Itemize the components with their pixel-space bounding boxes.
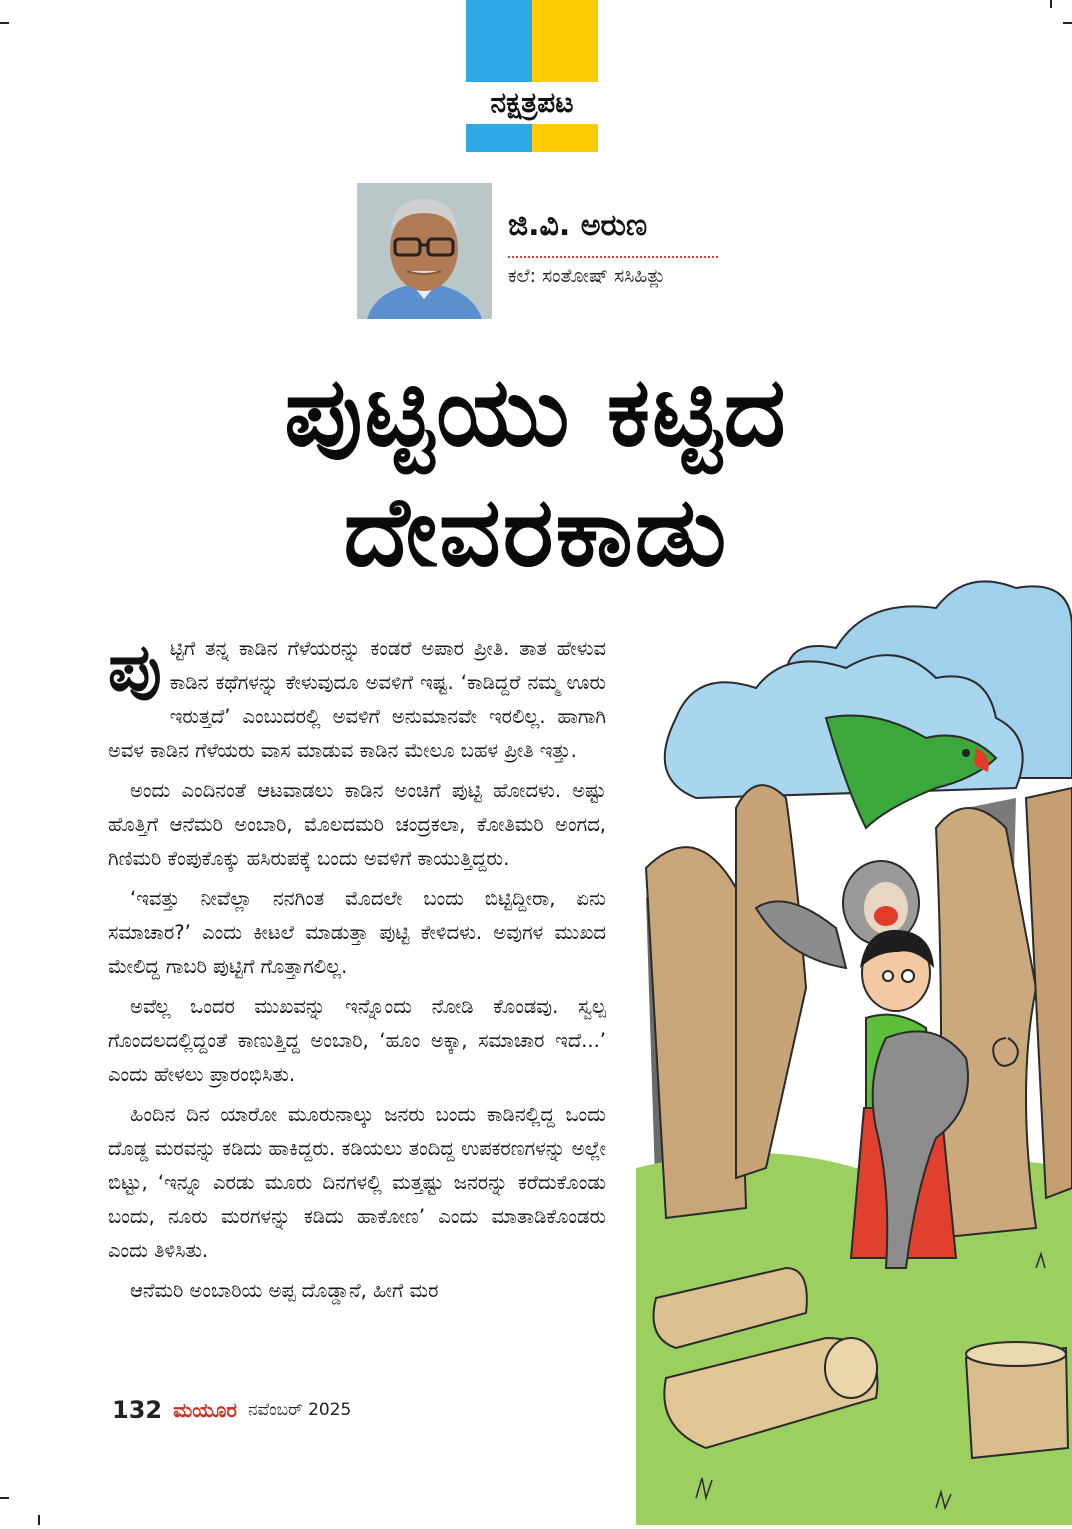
author-divider bbox=[508, 256, 718, 258]
magazine-logo: ಮಯೂರ bbox=[173, 1398, 237, 1422]
paragraph: ಹಿಂದಿನ ದಿನ ಯಾರೋ ಮೂರುನಾಲ್ಕು ಜನರು ಬಂದು ಕಾಡಿನಲ್ಲಿದ್ದ ಒಂದು ದೊಡ್ಡ ಮರವನ್ನು ಕಡಿದು ಹಾಕಿದ್ದರು. ಕಡಿಯಲು ತಂದಿದ್ದ ಉಪಕರಣಗಳನ್ನು ಅಲ್ಲೇ ಬಿಟ್ಟು, ‘ಇನ್ನೂ ಎರಡು ಮೂರು ದಿನಗಳಲ್ಲಿ ಮತ್ತಷ್ಟು ಜನರನ್ನು ಕರೆದುಕೊಂಡು ಬಂದು, ನೂರು ಮರಗಳನ್ನು ಕಡಿದು ಹಾಕೋಣ’ ಎಂದು ಮಾತಾಡಿಕೊಂಡರು ಎಂದು ತಿಳಿಸಿತು. bbox=[108, 1103, 606, 1262]
story-illustration bbox=[636, 568, 1072, 1525]
forest-scene-icon bbox=[636, 568, 1072, 1525]
art-credit: ಕಲೆ: ಸಂತೋಷ್ ಸಸಿಹಿತ್ಲು bbox=[508, 265, 666, 287]
badge-blue-block bbox=[466, 0, 532, 152]
crop-mark bbox=[0, 22, 9, 24]
paragraph-text: ಟ್ಟಿಗೆ ತನ್ನ ಕಾಡಿನ ಗೆಳೆಯರನ್ನು ಕಂಡರೆ ಅಪಾರ ಪ್ರೀತಿ. ತಾತ ಹೇಳುವ ಕಾಡಿನ ಕಥೆಗಳನ್ನು ಕೇಳುವುದೂ ಅವಳಿಗೆ ಇಷ್ಟ. ‘ಕಾಡಿದ್ದರೆ ನಮ್ಮ ಊರು ಇರುತ್ತದೆ’ ಎಂಬುದರಲ್ಲಿ ಅವಳಿಗೆ ಅನುಮಾನವೇ ಇರಲಿಲ್ಲ. ಹಾಗಾಗಿ ಅವಳ ಕಾಡಿನ ಗೆಳೆಯರು ವಾಸ ಮಾಡುವ ಕಾಡಿನ ಮೇಲೂ ಬಹಳ ಪ್ರೀತಿ ಇತ್ತು. bbox=[108, 637, 606, 762]
author-photo bbox=[357, 183, 492, 319]
author-name: ಜಿ.ವಿ. ಅರುಣ bbox=[508, 208, 648, 243]
section-label: ನಕ್ಷತ್ರಪಟ bbox=[466, 82, 598, 124]
article-body bbox=[108, 629, 606, 1314]
paragraph: ಅಂದು ಎಂದಿನಂತೆ ಆಟವಾಡಲು ಕಾಡಿನ ಅಂಚಿಗೆ ಪುಟ್ಟಿ ಹೋದಳು. ಅಷ್ಟು ಹೊತ್ತಿಗೆ ಆನೆಮರಿ ಅಂಬಾರಿ, ಮೊಲದಮರಿ ಚಂದ್ರಕಲಾ, ಕೋತಿಮರಿ ಅಂಗದ, ಗಿಣಿಮರಿ ಕೆಂಪುಕೊಕ್ಕು ಹಸಿರುಪಕ್ಕೆ ಬಂದು ಅವಳಿಗೆ ಕಾಯುತ್ತಿದ್ದರು. bbox=[108, 779, 606, 870]
paragraph: ಅವೆಲ್ಲ ಒಂದರ ಮುಖವನ್ನು ಇನ್ನೊಂದು ನೋಡಿ ಕೊಂಡವು. ಸ್ವಲ್ಪ ಗೊಂದಲದಲ್ಲಿದ್ದಂತೆ ಕಾಣುತ್ತಿದ್ದ ಅಂಬಾರಿ, ‘ಹೂಂ ಅಕ್ಕಾ, ಸಮಾಚಾರ ಇದೆ...’ ಎಂದು ಹೇಳಲು ಪ್ರಾರಂಭಿಸಿತು. bbox=[108, 995, 606, 1086]
crop-mark bbox=[0, 1497, 9, 1499]
title-line-1: ಪುಟ್ಟಿಯು ಕಟ್ಟಿದ bbox=[284, 356, 788, 468]
title-line-2: ದೇವರಕಾಡು bbox=[343, 476, 729, 588]
page-footer bbox=[112, 1396, 351, 1424]
author-portrait-icon bbox=[357, 183, 492, 319]
crop-mark bbox=[1050, 0, 1052, 8]
paragraph bbox=[108, 629, 606, 768]
article-title bbox=[150, 352, 922, 592]
paragraph: ‘ಇವತ್ತು ನೀವೆಲ್ಲಾ ನನಗಿಂತ ಮೊದಲೇ ಬಂದು ಬಿಟ್ಟಿದ್ದೀರಾ, ಏನು ಸಮಾಚಾರ?’ ಎಂದು ಕೀಟಲೆ ಮಾಡುತ್ತಾ ಪುಟ್ಟಿ ಕೇಳಿದಳು. ಅವುಗಳ ಮುಖದ ಮೇಲಿದ್ದ ಗಾಬರಿ ಪುಟ್ಟಿಗೆ ಗೊತ್ತಾಗಲಿಲ್ಲ. bbox=[108, 887, 606, 978]
drop-cap: ಪು bbox=[108, 629, 162, 706]
crop-mark bbox=[1063, 22, 1072, 24]
badge-yellow-block bbox=[532, 0, 598, 152]
page-number: 132 bbox=[112, 1396, 163, 1424]
issue-date: ನವೆಂಬರ್ 2025 bbox=[248, 1400, 352, 1420]
crop-mark bbox=[38, 1515, 40, 1525]
section-badge bbox=[466, 0, 598, 152]
paragraph: ಆನೆಮರಿ ಅಂಬಾರಿಯ ಅಪ್ಪ ದೊಡ್ಡಾನೆ, ಹೀಗೆ ಮರ bbox=[130, 1279, 439, 1302]
